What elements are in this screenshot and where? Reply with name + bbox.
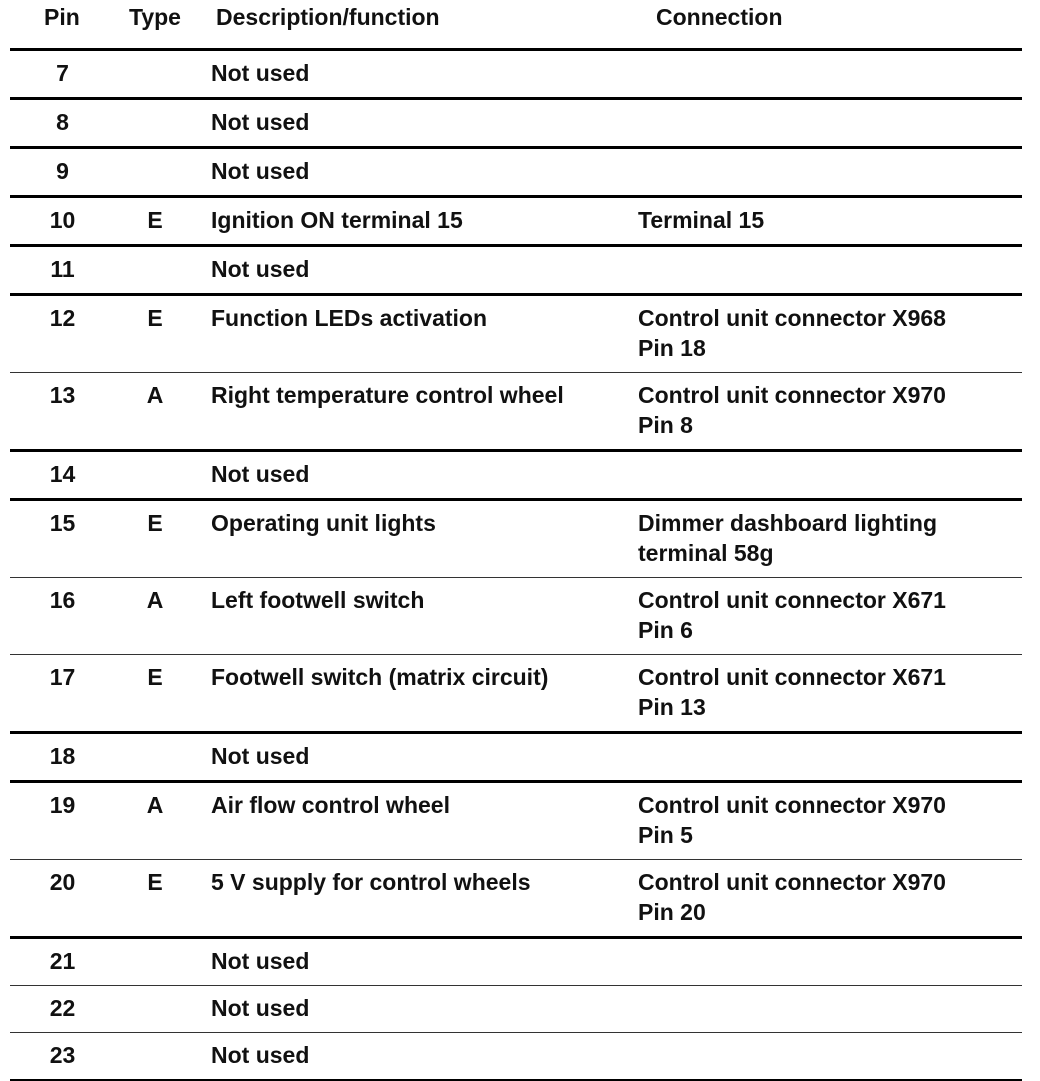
type-cell bbox=[115, 938, 195, 986]
connection-cell bbox=[638, 1033, 1022, 1081]
connection-line: Pin 20 bbox=[638, 899, 706, 925]
type-cell: E bbox=[147, 207, 163, 233]
pin-cell: 13 bbox=[49, 382, 76, 408]
connection-cell bbox=[638, 50, 1022, 99]
description-cell: Not used bbox=[211, 109, 310, 135]
type-cell bbox=[115, 50, 195, 99]
description-cell: Air flow control wheel bbox=[211, 792, 450, 818]
connection-line: Control unit connector X671 bbox=[638, 664, 946, 690]
connection-cell bbox=[638, 733, 1022, 782]
description-cell: Not used bbox=[211, 743, 310, 769]
description-cell: Left footwell switch bbox=[211, 587, 425, 613]
table-row bbox=[10, 197, 1022, 246]
type-cell bbox=[115, 733, 195, 782]
description-cell: Not used bbox=[211, 995, 310, 1021]
pin-cell: 8 bbox=[56, 109, 69, 135]
connection-cell bbox=[638, 986, 1022, 1033]
connection-line: Dimmer dashboard lighting bbox=[638, 510, 938, 536]
table-row bbox=[10, 99, 1022, 148]
connection-cell bbox=[638, 938, 1022, 986]
connection-line: Pin 5 bbox=[638, 822, 693, 848]
pin-cell: 18 bbox=[49, 743, 76, 769]
connection-cell bbox=[638, 782, 1022, 860]
pin-cell: 21 bbox=[49, 948, 76, 974]
connection-cell bbox=[638, 451, 1022, 500]
table-row bbox=[10, 938, 1022, 986]
connection-line: Control unit connector X970 bbox=[638, 792, 946, 818]
connection-line: Control unit connector X970 bbox=[638, 382, 946, 408]
connection-line: Pin 6 bbox=[638, 617, 693, 643]
connection-line: Pin 8 bbox=[638, 412, 693, 438]
type-cell: E bbox=[147, 869, 163, 895]
description-cell: Operating unit lights bbox=[211, 510, 436, 536]
pin-cell: 17 bbox=[49, 664, 76, 690]
table-row bbox=[10, 500, 1022, 578]
description-cell: Not used bbox=[211, 158, 310, 184]
pin-cell: 23 bbox=[49, 1042, 76, 1068]
connection-line: Control unit connector X671 bbox=[638, 587, 946, 613]
table-row bbox=[10, 246, 1022, 295]
table-row bbox=[10, 782, 1022, 860]
pin-cell: 7 bbox=[56, 60, 69, 86]
connection-line: terminal 58g bbox=[638, 540, 774, 566]
description-cell: Not used bbox=[211, 1042, 310, 1068]
connection-line: Pin 13 bbox=[638, 694, 706, 720]
pin-cell: 10 bbox=[49, 207, 76, 233]
type-cell bbox=[115, 148, 195, 197]
description-cell: Not used bbox=[211, 60, 310, 86]
connection-cell bbox=[638, 148, 1022, 197]
description-cell: Not used bbox=[211, 256, 310, 282]
connection-cell bbox=[638, 197, 1022, 246]
description-cell: Not used bbox=[211, 461, 310, 487]
header-type: Type bbox=[129, 4, 181, 30]
connection-cell bbox=[638, 373, 1022, 451]
table-row bbox=[10, 1033, 1022, 1081]
pin-cell: 22 bbox=[49, 995, 76, 1021]
connection-line: Terminal 15 bbox=[638, 207, 765, 233]
type-cell: E bbox=[147, 510, 163, 536]
description-cell: Footwell switch (matrix circuit) bbox=[211, 664, 549, 690]
table-row bbox=[10, 295, 1022, 373]
type-cell: E bbox=[147, 305, 163, 331]
description-cell: Ignition ON terminal 15 bbox=[211, 207, 463, 233]
table-row bbox=[10, 733, 1022, 782]
table-row bbox=[10, 578, 1022, 655]
connection-cell bbox=[638, 295, 1022, 373]
connection-line: Pin 18 bbox=[638, 335, 706, 361]
pin-table bbox=[10, 48, 1022, 1081]
description-cell: Right temperature control wheel bbox=[211, 382, 564, 408]
connection-cell bbox=[638, 500, 1022, 578]
connection-cell bbox=[638, 655, 1022, 733]
type-cell bbox=[115, 451, 195, 500]
type-cell: A bbox=[146, 382, 164, 408]
connection-cell bbox=[638, 860, 1022, 938]
type-cell: A bbox=[146, 792, 164, 818]
type-cell bbox=[115, 986, 195, 1033]
connection-line: Control unit connector X970 bbox=[638, 869, 946, 895]
table-header bbox=[0, 0, 1040, 48]
pin-cell: 20 bbox=[49, 869, 76, 895]
type-cell bbox=[115, 246, 195, 295]
pin-cell: 16 bbox=[49, 587, 76, 613]
header-pin: Pin bbox=[44, 4, 80, 30]
pin-cell: 14 bbox=[49, 461, 76, 487]
header-description: Description/function bbox=[216, 4, 440, 30]
table-row bbox=[10, 148, 1022, 197]
pin-cell: 9 bbox=[56, 158, 69, 184]
description-cell: Function LEDs activation bbox=[211, 305, 488, 331]
description-cell: 5 V supply for control wheels bbox=[211, 869, 531, 895]
table-row bbox=[10, 655, 1022, 733]
table-row bbox=[10, 50, 1022, 99]
type-cell bbox=[115, 1033, 195, 1081]
connection-line: Control unit connector X968 bbox=[638, 305, 946, 331]
type-cell: E bbox=[147, 664, 163, 690]
pin-cell: 11 bbox=[50, 256, 75, 282]
table-row bbox=[10, 451, 1022, 500]
connection-cell bbox=[638, 246, 1022, 295]
connection-cell bbox=[638, 578, 1022, 655]
pin-cell: 19 bbox=[49, 792, 76, 818]
pin-cell: 15 bbox=[49, 510, 76, 536]
description-cell: Not used bbox=[211, 948, 310, 974]
table-row bbox=[10, 860, 1022, 938]
connection-cell bbox=[638, 99, 1022, 148]
table-row bbox=[10, 373, 1022, 451]
pin-cell: 12 bbox=[49, 305, 76, 331]
type-cell bbox=[115, 99, 195, 148]
table-row bbox=[10, 986, 1022, 1033]
header-connection: Connection bbox=[656, 4, 783, 30]
type-cell: A bbox=[146, 587, 164, 613]
